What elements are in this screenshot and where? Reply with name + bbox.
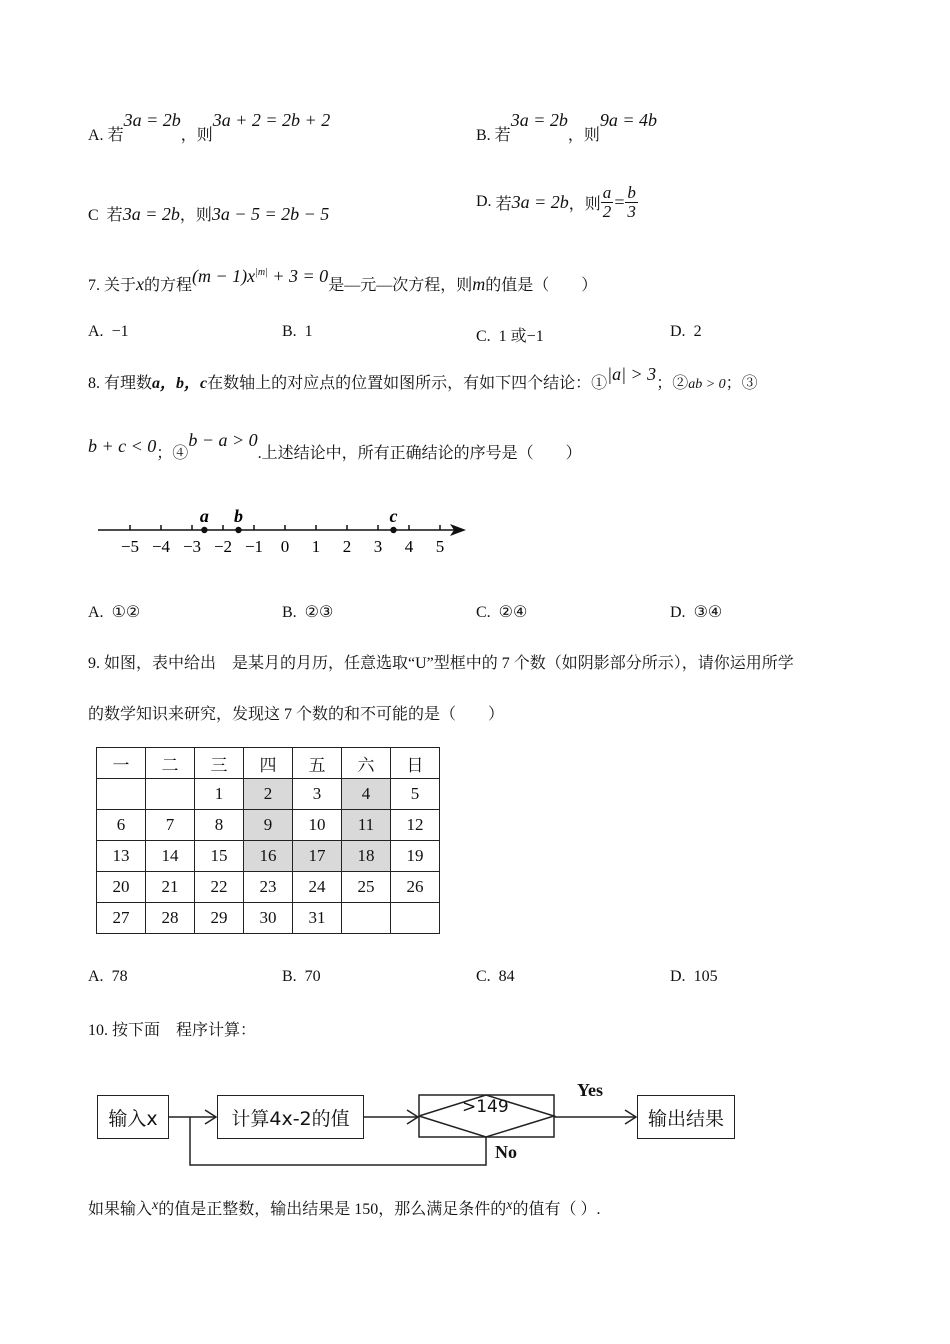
q6-option-a: A. 若3a = 2b，则3a + 2 = 2b + 2 [88, 110, 331, 144]
q9-option-b: B. 70 [282, 968, 321, 985]
q8-option-a: A. ①② [88, 604, 141, 621]
calendar-cell-shaded: 16 [244, 841, 293, 872]
calendar-cell-shaded: 18 [342, 841, 391, 872]
calendar-row [97, 841, 440, 872]
q6-option-c: C 若3a = 2b，则3a − 5 = 2b − 5 [88, 204, 330, 224]
calendar-cell: 27 [97, 903, 146, 934]
q8-option-b: B. ②③ [282, 604, 334, 621]
flow-output-box: 输出结果 [637, 1095, 735, 1139]
calendar-header-cell: 二 [146, 748, 195, 779]
number-line-point-label: c [389, 506, 398, 526]
calendar-cell: 21 [146, 872, 195, 903]
calendar-header-cell: 三 [195, 748, 244, 779]
q10-title: 10. 按下面 程序计算： [88, 1022, 257, 1039]
calendar-cell: 24 [293, 872, 342, 903]
q6-option-b: B. 若3a = 2b，则9a = 4b [476, 110, 658, 144]
number-line [96, 500, 476, 564]
q9-option-a: A. 78 [88, 968, 128, 985]
calendar-cell: 13 [97, 841, 146, 872]
flow-yes-label: Yes [577, 1080, 603, 1100]
q7-option-b: B. 1 [282, 323, 313, 340]
calendar-cell: 22 [195, 872, 244, 903]
number-line-tick-label: −1 [244, 537, 264, 556]
number-line-point-b [235, 527, 241, 533]
calendar-table [96, 747, 440, 934]
calendar-cell: 1 [195, 779, 244, 810]
q6-option-d: D. 若 3a = 2b ，则 $\frac{a}{2}$ = $\frac{b}{3}$ [476, 182, 636, 221]
calendar-cell: 7 [146, 810, 195, 841]
calendar-cell [391, 903, 440, 934]
calendar-cell: 23 [244, 872, 293, 903]
calendar-cell [97, 779, 146, 810]
fraction-a-over-2: $\frac{a}{2}$ [602, 182, 612, 221]
calendar-cell [146, 779, 195, 810]
q9-stem-line1: 9. 如图，表中给出 是某月的月历，任意选取“U”型框中的 7 个数（如阴影部分所示），请你运用所学 [88, 655, 794, 672]
number-line-tick-label: 1 [311, 537, 321, 556]
calendar-row [97, 903, 440, 934]
calendar-cell: 3 [293, 779, 342, 810]
calendar-cell: 19 [391, 841, 440, 872]
q9-option-d: D. 105 [670, 968, 718, 985]
q7-option-c: C. 1 或−1 [476, 328, 544, 345]
calendar-row [97, 810, 440, 841]
q9-stem-line2: 的数学知识来研究，发现这 7 个数的和不可能的是（ ） [88, 706, 505, 723]
calendar-cell: 12 [391, 810, 440, 841]
q9-option-c: C. 84 [476, 968, 515, 985]
number-line-tick-label: 0 [280, 537, 290, 556]
number-line-tick-label: −4 [151, 537, 171, 556]
q8-option-d: D. ③④ [670, 604, 723, 621]
number-line-point-label: b [234, 506, 243, 526]
calendar-cell: 26 [391, 872, 440, 903]
flow-condition-label: >149 [462, 1097, 509, 1117]
calendar-cell: 15 [195, 841, 244, 872]
q8-stem-line1: 8. 有理数a，b，c在数轴上的对应点的位置如图所示，有如下四个结论：①|a| > 3；②ab > 0；③ [88, 364, 758, 392]
fraction-b-over-3: $\frac{b}{3}$ [627, 182, 636, 221]
calendar-cell: 10 [293, 810, 342, 841]
calendar-header-cell: 四 [244, 748, 293, 779]
number-line-point-label: a [199, 506, 209, 526]
number-line-point-a [201, 527, 207, 533]
calendar-cell-shaded: 2 [244, 779, 293, 810]
calendar-header-cell: 日 [391, 748, 440, 779]
q7-option-a: A. −1 [88, 323, 129, 340]
calendar-cell: 31 [293, 903, 342, 934]
calendar-header-cell: 一 [97, 748, 146, 779]
flow-no-label: No [495, 1142, 517, 1162]
calendar-cell: 5 [391, 779, 440, 810]
number-line-tick-label: 5 [435, 537, 445, 556]
number-line-tick-label: −3 [182, 537, 202, 556]
calendar-header-cell: 六 [342, 748, 391, 779]
calendar-cell: 8 [195, 810, 244, 841]
calendar-cell: 25 [342, 872, 391, 903]
calendar-cell: 29 [195, 903, 244, 934]
number-line-tick-label: −2 [213, 537, 233, 556]
calendar-cell: 28 [146, 903, 195, 934]
number-line-tick-label: 3 [373, 537, 383, 556]
flow-input-box: 输入x [97, 1095, 169, 1139]
calendar-row [97, 779, 440, 810]
calendar-cell [342, 903, 391, 934]
q8-stem-line2: b + c < 0；④b − a > 0.上述结论中，所有正确结论的序号是（ ） [88, 430, 582, 462]
calendar-cell-shaded: 4 [342, 779, 391, 810]
q7-option-d: D. 2 [670, 323, 702, 340]
number-line-tick-label: 4 [404, 537, 414, 556]
calendar-cell-shaded: 11 [342, 810, 391, 841]
flow-compute-box: 计算4x-2的值 [217, 1095, 364, 1139]
calendar-cell: 20 [97, 872, 146, 903]
number-line-point-c [390, 527, 396, 533]
number-line-tick-label: −5 [120, 537, 140, 556]
number-line-tick-label: 2 [342, 537, 352, 556]
calendar-cell: 14 [146, 841, 195, 872]
calendar-header-cell: 五 [293, 748, 342, 779]
q8-option-c: C. ②④ [476, 604, 528, 621]
calendar-row [97, 872, 440, 903]
calendar-cell: 6 [97, 810, 146, 841]
calendar-cell: 30 [244, 903, 293, 934]
q7-stem: 7. 关于x的方程$(m - 1)x^{|m|} + 3 = 0$是—元—次方程，则m的值是（ ） [88, 266, 598, 294]
calendar-cell-shaded: 9 [244, 810, 293, 841]
calendar-cell-shaded: 17 [293, 841, 342, 872]
q10-question: 如果输入x的值是正整数，输出结果是 150，那么满足条件的x的值有（ ）. [88, 1198, 601, 1218]
